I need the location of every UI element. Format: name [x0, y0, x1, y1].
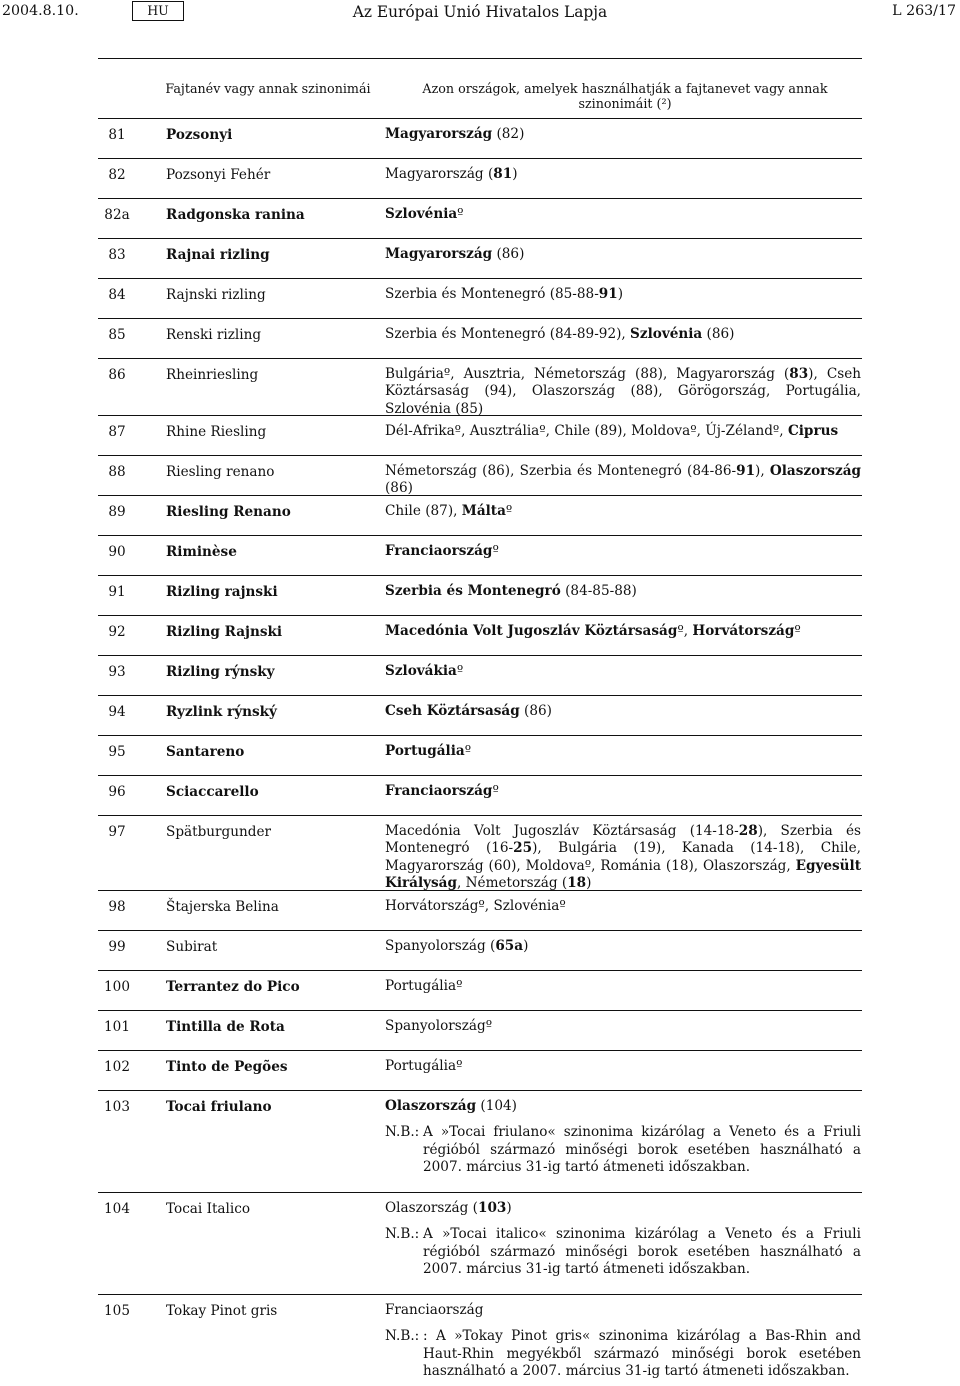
row-number: 104 — [104, 1201, 130, 1217]
table-row — [98, 359, 862, 416]
countries-cell: Magyarország (82) — [385, 126, 525, 142]
row-number: 95 — [108, 744, 126, 760]
table-row — [98, 656, 862, 696]
table-row — [98, 496, 862, 536]
row-number: 99 — [108, 939, 126, 955]
variety-name: Štajerska Belina — [166, 899, 279, 915]
column-header-variety: Fajtanév vagy annak szinonimái — [165, 81, 371, 96]
language-box: HU — [132, 1, 184, 21]
nota-bene-text: : A »Tokay Pinot gris« szinonima kizárólag a Bas-Rhin and Haut-Rhin megyékből származó minőségi borok esetében használható a 2007. március 31-ig tartó átmeneti időszakban. — [423, 1328, 861, 1379]
row-number: 88 — [108, 464, 126, 480]
table-row — [98, 816, 862, 891]
countries-cell: Olaszország (104) — [385, 1098, 517, 1114]
variety-name: Rheinriesling — [166, 367, 259, 383]
countries-cell: Cseh Köztársaság (86) — [385, 703, 552, 719]
table-row — [98, 319, 862, 359]
countries-cell: Portugáliaº — [385, 1058, 463, 1074]
row-number: 92 — [108, 624, 126, 640]
table-row — [98, 159, 862, 199]
countries-cell: Portugáliaº — [385, 743, 472, 759]
row-number: 83 — [108, 247, 126, 263]
table-row — [98, 1051, 862, 1091]
nota-bene-text: A »Tocai friulano« szinonima kizárólag a Veneto és a Friuli régióból származó minőségi borok esetében használható a 2007. március 31-ig tartó átmeneti időszakban. — [423, 1124, 861, 1175]
variety-name: Spätburgunder — [166, 824, 271, 840]
row-number: 82 — [108, 167, 126, 183]
row-number: 91 — [108, 584, 126, 600]
variety-name: Terrantez do Pico — [166, 979, 300, 995]
variety-name: Rhine Riesling — [166, 424, 267, 440]
table-row — [98, 1011, 862, 1051]
countries-cell: Németország (86), Szerbia és Montenegró (84-86-91), Olaszország (86) — [385, 463, 862, 497]
page-header — [0, 0, 960, 26]
variety-name: Subirat — [166, 939, 218, 955]
countries-cell: Bulgáriaº, Ausztria, Németország (88), Magyarország (83), Cseh Köztársaság (94), Olaszország (88), Görögország, Portugália, Szlovénia (85) — [385, 366, 861, 417]
row-number: 103 — [104, 1099, 130, 1115]
countries-cell: Dél-Afrikaº, Ausztráliaº, Chile (89), Moldovaº, Új-Zélandº, Ciprus — [385, 423, 839, 439]
table-row — [98, 239, 862, 279]
table-row — [98, 1295, 862, 1383]
row-number: 84 — [108, 287, 126, 303]
table-row — [98, 456, 862, 496]
table-row — [98, 736, 862, 776]
countries-cell: Spanyolország (65a) — [385, 938, 529, 954]
variety-name: Tocai Italico — [166, 1201, 251, 1217]
variety-name: Renski rizling — [166, 327, 262, 343]
nota-bene — [385, 1124, 861, 1177]
row-number: 100 — [104, 979, 130, 995]
variety-name: Rajnai rizling — [166, 247, 270, 263]
journal-title: Az Európai Unió Hivatalos Lapja — [352, 3, 608, 21]
table-row — [98, 616, 862, 656]
variety-table — [98, 58, 862, 1383]
countries-cell: Szerbia és Montenegró (84-89-92), Szlovénia (86) — [385, 326, 735, 342]
variety-name: Tinto de Pegões — [166, 1059, 288, 1075]
variety-name: Riesling renano — [166, 464, 275, 480]
countries-cell: Olaszország (103) — [385, 1200, 512, 1216]
row-number: 97 — [108, 824, 126, 840]
table-body — [98, 119, 862, 1383]
variety-name: Tintilla de Rota — [166, 1019, 285, 1035]
countries-cell: Horvátországº, Szlovéniaº — [385, 898, 566, 914]
table-row — [98, 536, 862, 576]
publication-date: 2004.8.10. — [2, 3, 79, 19]
table-row — [98, 1193, 862, 1295]
variety-name: Rajnski rizling — [166, 287, 266, 303]
nota-bene-label: N.B.: — [385, 1226, 420, 1242]
table-row — [98, 776, 862, 816]
variety-name: Rizling rajnski — [166, 584, 278, 600]
row-number: 93 — [108, 664, 126, 680]
variety-name: Pozsonyi — [166, 127, 233, 143]
countries-cell: Franciaországº — [385, 543, 499, 559]
row-number: 90 — [108, 544, 126, 560]
column-header-countries: Azon országok, amelyek használhatják a fajtanevet vagy annak szinonimáit (²) — [422, 81, 828, 111]
row-number: 89 — [108, 504, 126, 520]
countries-cell: Spanyolországº — [385, 1018, 493, 1034]
nota-bene-label: N.B.: — [385, 1124, 420, 1140]
countries-cell: Szerbia és Montenegró (85-88-91) — [385, 286, 624, 302]
variety-name: Tokay Pinot gris — [166, 1303, 278, 1319]
table-row — [98, 416, 862, 456]
countries-cell: Macedónia Volt Jugoszláv Köztársaság (14-18-28), Szerbia és Montenegró (16-25), Bulgária (19), Kanada (14-18), Chile, Magyarország (60), Moldovaº, Románia (18), Olaszország, Egyesült Királyság, Németország (18) — [385, 823, 861, 891]
row-number: 101 — [104, 1019, 130, 1035]
countries-cell: Franciaországº — [385, 783, 499, 799]
countries-cell: Magyarország (81) — [385, 166, 518, 182]
nota-bene-text: A »Tocai italico« szinonima kizárólag a Veneto és a Friuli régióból származó minőségi borok esetében használható a 2007. március 31-ig tartó átmeneti időszakban. — [423, 1226, 861, 1277]
table-row — [98, 119, 862, 159]
countries-cell: Magyarország (86) — [385, 246, 525, 262]
row-number: 81 — [108, 127, 126, 143]
countries-cell: Chile (87), Máltaº — [385, 503, 513, 519]
row-number: 98 — [108, 899, 126, 915]
page-number: L 263/17 — [892, 3, 956, 19]
countries-cell: Szlovákiaº — [385, 663, 464, 679]
variety-name: Rizling Rajnski — [166, 624, 283, 640]
countries-cell: Szerbia és Montenegró (84-85-88) — [385, 583, 637, 599]
table-row — [98, 1091, 862, 1193]
variety-name: Rizling rýnsky — [166, 664, 275, 680]
nota-bene — [385, 1328, 861, 1381]
countries-cell: Franciaország — [385, 1302, 484, 1318]
variety-name: Pozsonyi Fehér — [166, 167, 271, 183]
table-row — [98, 891, 862, 931]
row-number: 96 — [108, 784, 126, 800]
nota-bene-label: N.B.: — [385, 1328, 420, 1344]
row-number: 87 — [108, 424, 126, 440]
row-number: 102 — [104, 1059, 130, 1075]
nota-bene — [385, 1226, 861, 1279]
countries-cell: Szlovéniaº — [385, 206, 464, 222]
variety-name: Riesling Renano — [166, 504, 291, 520]
table-row — [98, 696, 862, 736]
table-row — [98, 279, 862, 319]
variety-name: Tocai friulano — [166, 1099, 272, 1115]
row-number: 94 — [108, 704, 126, 720]
table-header — [98, 58, 862, 119]
row-number: 82a — [104, 207, 130, 223]
table-row — [98, 576, 862, 616]
row-number: 105 — [104, 1303, 130, 1319]
table-row — [98, 199, 862, 239]
variety-name: Riminèse — [166, 544, 237, 560]
countries-cell: Macedónia Volt Jugoszláv Köztársaságº, Horvátországº — [385, 623, 801, 639]
variety-name: Radgonska ranina — [166, 207, 305, 223]
row-number: 86 — [108, 367, 126, 383]
variety-name: Santareno — [166, 744, 245, 760]
table-row — [98, 971, 862, 1011]
variety-name: Ryzlink rýnský — [166, 704, 277, 720]
row-number: 85 — [108, 327, 126, 343]
table-row — [98, 931, 862, 971]
variety-name: Sciaccarello — [166, 784, 259, 800]
countries-cell: Portugáliaº — [385, 978, 463, 994]
